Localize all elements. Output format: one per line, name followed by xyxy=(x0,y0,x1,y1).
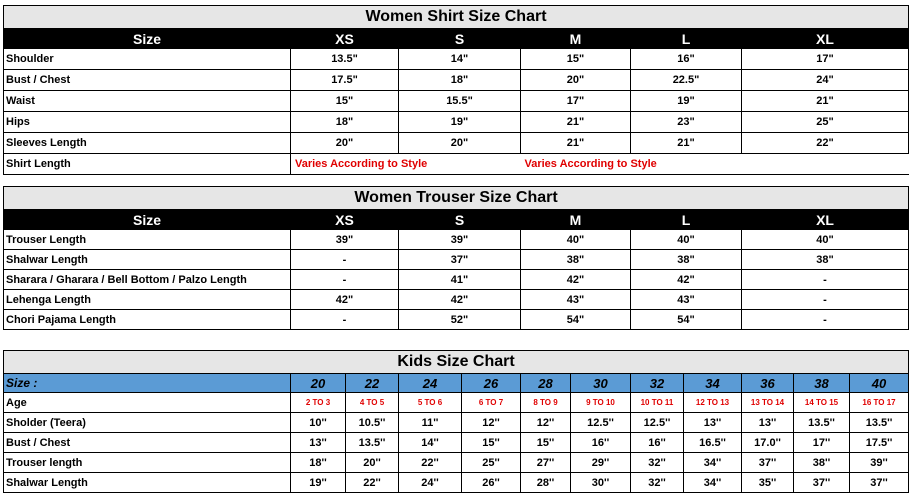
cell: 13.5" xyxy=(291,49,399,70)
size-l-header: L xyxy=(631,210,742,230)
cell: 22" xyxy=(742,133,909,154)
row-label: Shalwar Length xyxy=(4,473,291,493)
age-cell: 4 TO 5 xyxy=(346,393,399,413)
cell: 32'' xyxy=(631,473,684,493)
size-xs-header: XS xyxy=(291,210,399,230)
shirt-length-row xyxy=(4,154,909,175)
cell: 52" xyxy=(399,310,521,330)
size-xl-header: XL xyxy=(742,210,909,230)
cell: - xyxy=(742,310,909,330)
cell: 37'' xyxy=(850,473,909,493)
cell: 12'' xyxy=(521,413,571,433)
age-cell: 13 TO 14 xyxy=(742,393,794,413)
cell: 21" xyxy=(631,133,742,154)
cell: 39" xyxy=(291,230,399,250)
cell: 34'' xyxy=(684,473,742,493)
table-row xyxy=(4,290,909,310)
cell: 24" xyxy=(742,70,909,91)
cell: 29'' xyxy=(571,453,631,473)
table-row xyxy=(4,133,909,154)
cell: 16'' xyxy=(571,433,631,453)
cell: 12.5'' xyxy=(631,413,684,433)
size-header: 32 xyxy=(631,374,684,393)
varies-note: Varies According to Style xyxy=(521,154,742,175)
size-header: 40 xyxy=(850,374,909,393)
cell: 10.5'' xyxy=(346,413,399,433)
size-header: Size xyxy=(4,29,291,49)
row-label: Age xyxy=(4,393,291,413)
cell: 18" xyxy=(291,112,399,133)
women-trouser-size-table xyxy=(3,186,909,330)
row-label: Sharara / Gharara / Bell Bottom / Palzo Length xyxy=(4,270,291,290)
row-label: Bust / Chest xyxy=(4,433,291,453)
cell: 13.5'' xyxy=(794,413,850,433)
cell: 38" xyxy=(742,250,909,270)
varies-note: Varies According to Style xyxy=(291,154,521,175)
cell: 41" xyxy=(399,270,521,290)
cell: 19" xyxy=(399,112,521,133)
row-label: Trouser Length xyxy=(4,230,291,250)
age-cell: 2 TO 3 xyxy=(291,393,346,413)
cell: 21" xyxy=(742,91,909,112)
size-header: 36 xyxy=(742,374,794,393)
table-row xyxy=(4,473,909,493)
row-label: Lehenga Length xyxy=(4,290,291,310)
size-xl-header: XL xyxy=(742,29,909,49)
cell: 38'' xyxy=(794,453,850,473)
cell: 28'' xyxy=(521,473,571,493)
row-label: Trouser length xyxy=(4,453,291,473)
cell: 30'' xyxy=(571,473,631,493)
cell: 40" xyxy=(631,230,742,250)
cell: 39" xyxy=(399,230,521,250)
cell: 25" xyxy=(742,112,909,133)
table-row xyxy=(4,413,909,433)
cell: 15'' xyxy=(462,433,521,453)
size-header: 34 xyxy=(684,374,742,393)
age-row xyxy=(4,393,909,413)
cell: 54" xyxy=(521,310,631,330)
size-s-header: S xyxy=(399,210,521,230)
empty-cell xyxy=(742,154,909,175)
cell: 37'' xyxy=(742,453,794,473)
cell: 40" xyxy=(742,230,909,250)
cell: 42" xyxy=(521,270,631,290)
cell: 18" xyxy=(399,70,521,91)
women-shirt-size-table xyxy=(3,5,909,175)
table-row xyxy=(4,49,909,70)
size-header: 20 xyxy=(291,374,346,393)
row-label: Bust / Chest xyxy=(4,70,291,91)
cell: - xyxy=(742,270,909,290)
size-label: Size : xyxy=(4,374,291,393)
cell: 40" xyxy=(521,230,631,250)
cell: 14" xyxy=(399,49,521,70)
cell: 19" xyxy=(631,91,742,112)
row-label: Hips xyxy=(4,112,291,133)
row-label: Waist xyxy=(4,91,291,112)
cell: 24'' xyxy=(399,473,462,493)
table-row xyxy=(4,310,909,330)
cell: 11'' xyxy=(399,413,462,433)
cell: 32'' xyxy=(631,453,684,473)
age-cell: 5 TO 6 xyxy=(399,393,462,413)
size-s-header: S xyxy=(399,29,521,49)
size-header: Size xyxy=(4,210,291,230)
kids-title: Kids Size Chart xyxy=(4,351,909,374)
size-header: 24 xyxy=(399,374,462,393)
cell: 17" xyxy=(742,49,909,70)
cell: 22'' xyxy=(346,473,399,493)
cell: 25'' xyxy=(462,453,521,473)
table-row xyxy=(4,230,909,250)
cell: 10'' xyxy=(291,413,346,433)
women-trouser-title: Women Trouser Size Chart xyxy=(4,187,909,210)
cell: 15'' xyxy=(521,433,571,453)
cell: - xyxy=(742,290,909,310)
cell: 43" xyxy=(521,290,631,310)
cell: 21" xyxy=(521,112,631,133)
cell: 17'' xyxy=(794,433,850,453)
table-row xyxy=(4,453,909,473)
cell: 26'' xyxy=(462,473,521,493)
size-header: 30 xyxy=(571,374,631,393)
size-m-header: M xyxy=(521,210,631,230)
age-cell: 14 TO 15 xyxy=(794,393,850,413)
row-label: Sholder (Teera) xyxy=(4,413,291,433)
cell: 16" xyxy=(631,49,742,70)
cell: 13.5'' xyxy=(346,433,399,453)
cell: 13'' xyxy=(684,413,742,433)
row-label: Shirt Length xyxy=(4,154,291,175)
cell: 38" xyxy=(521,250,631,270)
table-row xyxy=(4,433,909,453)
cell: 17.5" xyxy=(291,70,399,91)
cell: 42" xyxy=(631,270,742,290)
size-l-header: L xyxy=(631,29,742,49)
cell: 15" xyxy=(521,49,631,70)
kids-size-table xyxy=(3,350,909,493)
cell: 54" xyxy=(631,310,742,330)
cell: 13'' xyxy=(742,413,794,433)
women-shirt-title: Women Shirt Size Chart xyxy=(4,6,909,29)
cell: 13.5'' xyxy=(850,413,909,433)
age-cell: 10 TO 11 xyxy=(631,393,684,413)
cell: 37" xyxy=(399,250,521,270)
cell: 15.5" xyxy=(399,91,521,112)
cell: 42" xyxy=(291,290,399,310)
age-cell: 6 TO 7 xyxy=(462,393,521,413)
cell: 38" xyxy=(631,250,742,270)
size-m-header: M xyxy=(521,29,631,49)
cell: 20'' xyxy=(346,453,399,473)
cell: 34'' xyxy=(684,453,742,473)
size-header: 38 xyxy=(794,374,850,393)
cell: 18'' xyxy=(291,453,346,473)
cell: - xyxy=(291,250,399,270)
cell: 12.5'' xyxy=(571,413,631,433)
row-label: Shoulder xyxy=(4,49,291,70)
row-label: Sleeves Length xyxy=(4,133,291,154)
cell: 35'' xyxy=(742,473,794,493)
cell: 42" xyxy=(399,290,521,310)
table-row xyxy=(4,250,909,270)
size-header: 22 xyxy=(346,374,399,393)
cell: 39'' xyxy=(850,453,909,473)
age-cell: 9 TO 10 xyxy=(571,393,631,413)
cell: 16.5'' xyxy=(684,433,742,453)
row-label: Chori Pajama Length xyxy=(4,310,291,330)
cell: 37'' xyxy=(794,473,850,493)
cell: 20" xyxy=(291,133,399,154)
size-header: 28 xyxy=(521,374,571,393)
cell: 15" xyxy=(291,91,399,112)
cell: 12'' xyxy=(462,413,521,433)
cell: 21" xyxy=(521,133,631,154)
age-cell: 12 TO 13 xyxy=(684,393,742,413)
cell: 27'' xyxy=(521,453,571,473)
table-row xyxy=(4,112,909,133)
cell: 22'' xyxy=(399,453,462,473)
cell: 17.0'' xyxy=(742,433,794,453)
cell: - xyxy=(291,310,399,330)
cell: 20" xyxy=(399,133,521,154)
cell: - xyxy=(291,270,399,290)
table-row xyxy=(4,270,909,290)
size-xs-header: XS xyxy=(291,29,399,49)
cell: 14'' xyxy=(399,433,462,453)
cell: 23" xyxy=(631,112,742,133)
cell: 19'' xyxy=(291,473,346,493)
size-header: 26 xyxy=(462,374,521,393)
row-label: Shalwar Length xyxy=(4,250,291,270)
table-row xyxy=(4,70,909,91)
age-cell: 8 TO 9 xyxy=(521,393,571,413)
age-cell: 16 TO 17 xyxy=(850,393,909,413)
cell: 17" xyxy=(521,91,631,112)
table-row xyxy=(4,91,909,112)
cell: 22.5" xyxy=(631,70,742,91)
cell: 13'' xyxy=(291,433,346,453)
cell: 16'' xyxy=(631,433,684,453)
cell: 17.5'' xyxy=(850,433,909,453)
cell: 20" xyxy=(521,70,631,91)
cell: 43" xyxy=(631,290,742,310)
